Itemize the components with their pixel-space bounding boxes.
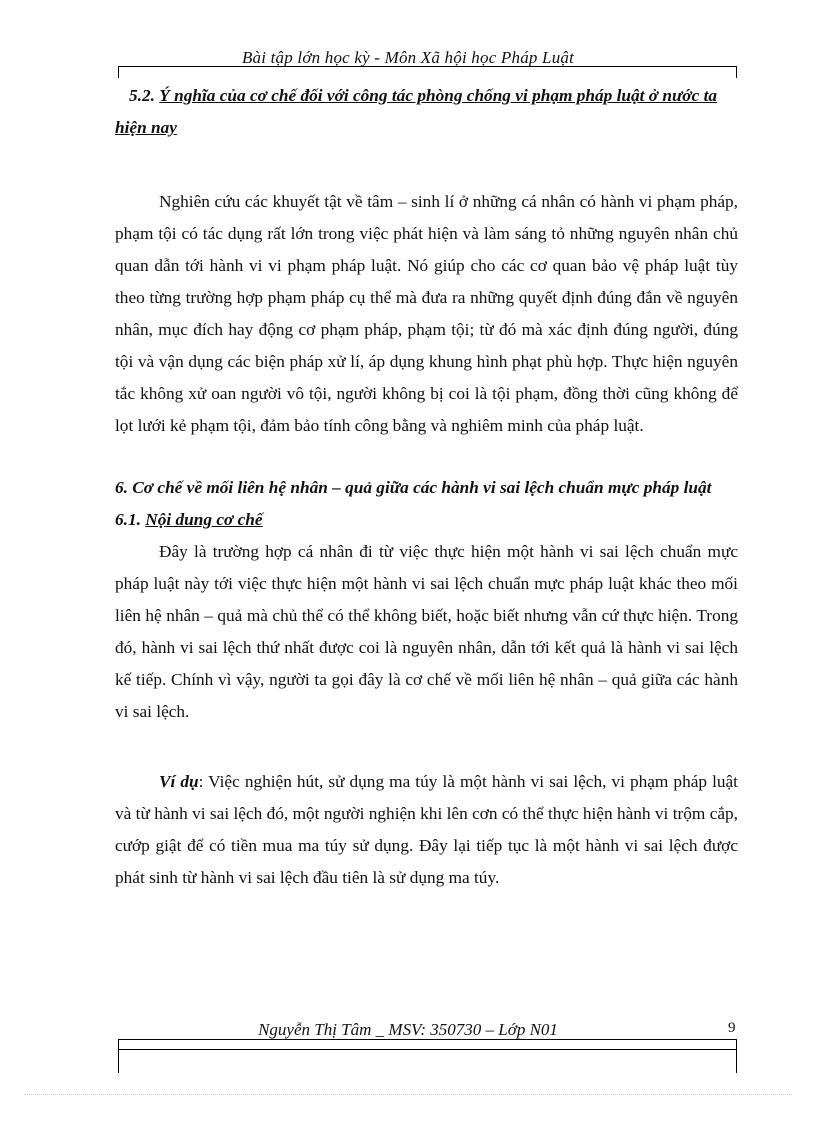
example-paragraph bbox=[115, 766, 738, 894]
footer-rule-bottom bbox=[118, 1049, 736, 1050]
section-6-1-paragraph: Đây là trường hợp cá nhân đi từ việc thực hiện một hành vi sai lệch chuẩn mực pháp luật này tới việc thực hiện một hành vi sai lệch chuẩn mực pháp luật khác theo mối liên hệ nhân – quả mà chủ thể có thể không biết, hoặc biết nhưng vẫn cứ thực hiện. Trong đó, hành vi sai lệch thứ nhất được coi là nguyên nhân, dẫn tới kết quả là hành vi sai lệch kế tiếp. Chính vì vậy, người ta gọi đây là cơ chế về mối liên hệ nhân – quả giữa các hành vi sai lệch. bbox=[115, 542, 738, 721]
section-6-heading: 6. Cơ chế về mối liên hệ nhân – quả giữa các hành vi sai lệch chuẩn mực pháp luật bbox=[115, 478, 712, 497]
header-rule bbox=[118, 66, 736, 67]
page-bottom-border bbox=[24, 1094, 792, 1095]
section-5-2-title: Ý nghĩa của cơ chế đối với công tác phòng chống vi phạm pháp luật ở nước ta hiện nay bbox=[115, 86, 718, 137]
running-header: Bài tập lớn học kỳ - Môn Xã hội học Pháp Luật bbox=[241, 48, 575, 67]
footer-rule-top bbox=[118, 1039, 736, 1040]
running-footer: Nguyễn Thị Tâm _ MSV: 350730 – Lớp N01 bbox=[258, 1020, 558, 1039]
header-rule-right-tick bbox=[736, 66, 737, 78]
footer-rule-left-tick bbox=[118, 1039, 119, 1073]
section-5-2-paragraph: Nghiên cứu các khuyết tật về tâm – sinh lí ở những cá nhân có hành vi phạm pháp, phạm tội có tác dụng rất lớn trong việc phát hiện và làm sáng tỏ những nguyên nhân chủ quan dẫn tới hành vi vi phạm pháp luật. Nó giúp cho các cơ quan bảo vệ pháp luật tùy theo từng trường hợp phạm pháp cụ thể mà đưa ra những quyết định đúng đắn về nguyên nhân, mục đích hay động cơ phạm pháp, phạm tội; từ đó mà xác định đúng người, đúng tội và vận dụng các biện pháp xử lí, áp dụng khung hình phạt phù hợp. Thực hiện nguyên tắc không xử oan người vô tội, người không bị coi là tội phạm, đồng thời cũng không để lọt lưới kẻ phạm tội, đảm bảo tính công bằng và nghiêm minh của pháp luật. bbox=[115, 192, 738, 435]
header-rule-left-tick bbox=[118, 66, 119, 78]
section-5-2-heading bbox=[115, 80, 738, 144]
section-6-1-heading bbox=[115, 504, 738, 536]
page-body bbox=[115, 80, 738, 894]
section-6-1-number: 6.1. bbox=[115, 510, 141, 529]
example-label: Ví dụ bbox=[159, 772, 199, 791]
page-number: 9 bbox=[728, 1020, 736, 1036]
footer-rule-right-tick bbox=[736, 1039, 737, 1073]
section-6-1-title: Nội dung cơ chế bbox=[145, 510, 263, 529]
section-5-2-number: 5.2. bbox=[129, 86, 155, 105]
example-text: : Việc nghiện hút, sử dụng ma túy là một hành vi sai lệch, vi phạm pháp luật và từ hành vi sai lệch đó, một người nghiện khi lên cơn có thể thực hiện hành vi trộm cắp, cướp giật để có tiền mua ma túy sử dụng. Đây lại tiếp tục là một hành vi sai lệch được phát sinh từ hành vi sai lệch đầu tiên là sử dụng ma túy. bbox=[115, 772, 738, 887]
